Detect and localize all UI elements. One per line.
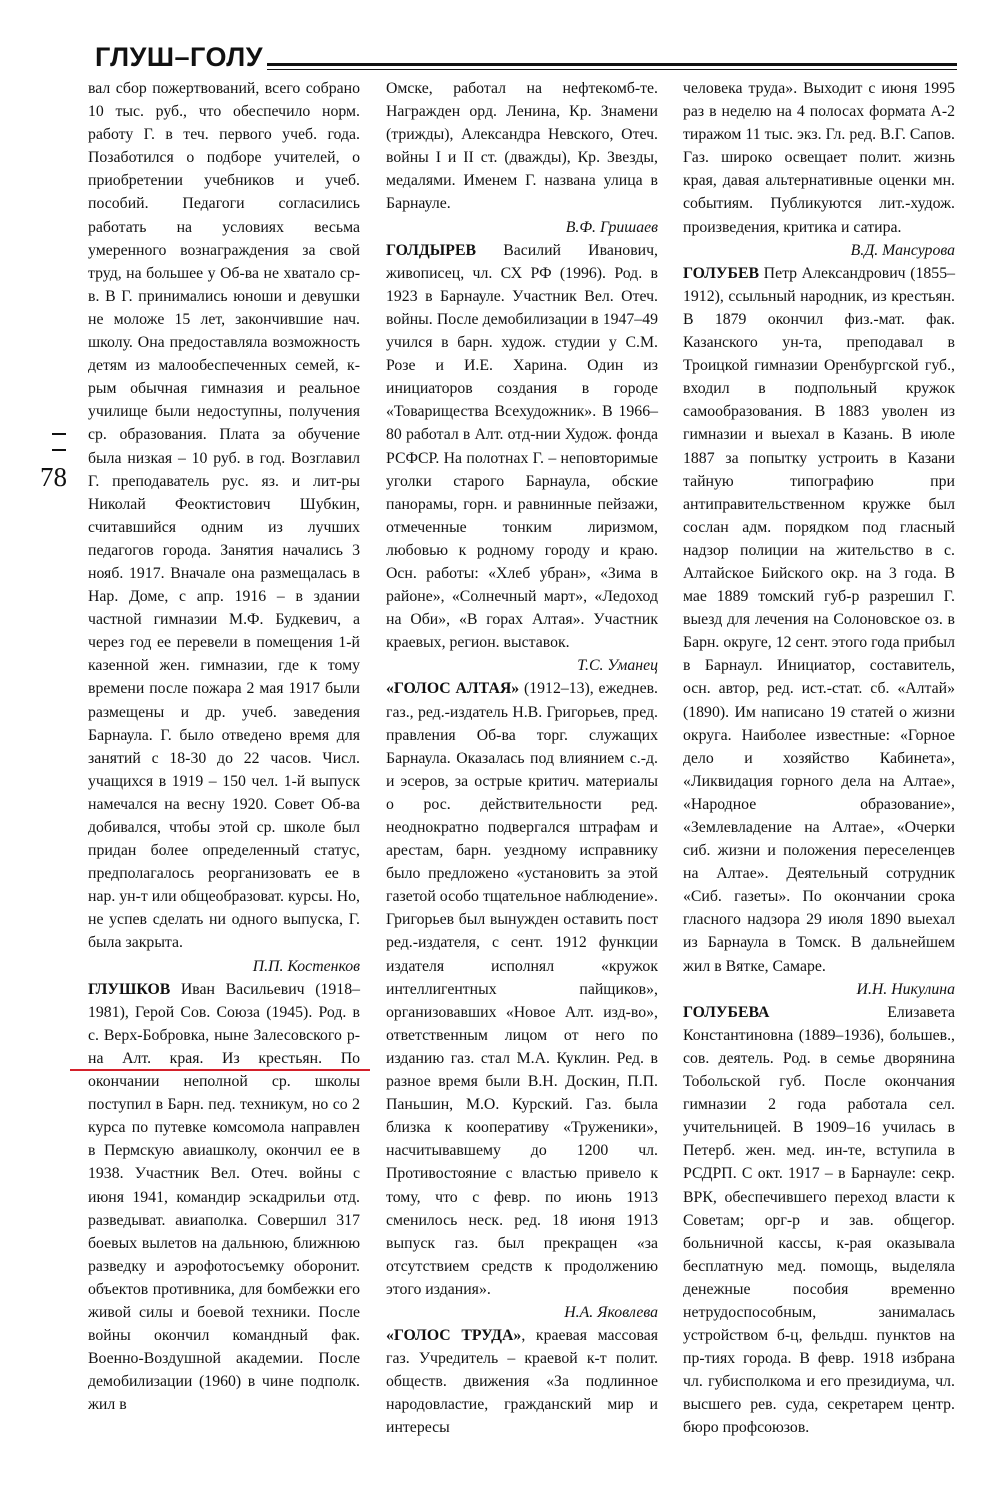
entry-golubeva [683,1001,955,1440]
entry-author: П.П. Костенков [252,957,360,975]
entry-headword: ГЛУШКОВ [88,980,171,998]
entry-glushkov [88,978,360,1417]
entry-text: , краевая массовая газ. Учредитель – краевой к-т полит. обществ. движения «За подлинное народовластие, гражданский мир и интересы [386,1327,658,1437]
running-header [95,42,957,76]
entry-text: человека труда». Выходит с июня 1995 раз в неделю на 4 полосах формата А-2 тиражом 11 тыс. экз. Гл. ред. В.Г. Сапов. Газ. широко освещает полит. жизнь края, давая альтернативные оценки мн. событиям. Публикуются лит.-худож. произведения, критика и сатира. [683,80,955,236]
column-1 [88,77,360,1416]
entry-text: Омске, работал на нефтекомб-те. Награжден орд. Ленина, Кр. Знамени (трижды), Александра Невского, Отеч. войны I и II ст. (дважды), Кр. Звезды, медалями. Именем Г. названа улица в Барнауле. [386,80,658,213]
page-number-rule-bottom [52,449,66,451]
column-3 [683,77,955,1440]
page-number: 78 [40,462,67,492]
entry-golos-altaya [386,677,658,1301]
entry-text: Петр Александрович (1855–1912), ссыльный народник, из крестьян. В 1879 окончил физ.-мат. фак. Казанского ун-та, преподавал в Троицкой гимназии Оренбургской губ., входил в подпольный кружок самообразования. В 1883 уволен из гимназии и выехал в Казань. В июле 1887 за попытку устроить в Казани тайную типографию при антиправительственном кружке был сослан адм. порядком под гласный надзор полиции на жительство в с. Алтайское Бийского окр. на 3 года. В мае 1889 томский губ-р разрешил Г. выезд для лечения на Солоновское оз. в Барн. округе, 12 сент. этого года прибыл в Барнаул. Инициатор, составитель, осн. автор, ред. ист.-стат. сб. «Алтай» (1890). Им написано 19 статей о жизни округа. Наиболее известные: «Горное дело и хозяйство Кабинета», «Ликвидация горного дела на Алтае», «Народное образование», «Землевладение на Алтае», «Очерки сиб. жизни и положения переселенцев на Алтае». Деятельный сотрудник «Сиб. газеты». По окончании срока гласного надзора 29 июля 1890 выехал из Барнаула в Томск. В дальнейшем жил в Вятке, Самаре. [683,264,955,975]
entry-headword: «ГОЛОС АЛТАЯ» [386,680,520,698]
entry-headword: ГОЛДЫРЕВ [386,241,477,259]
entry-author: Т.С. Уманец [577,657,658,675]
header-title: ГЛУШ–ГОЛУ [95,42,267,72]
column-2 [386,77,658,1440]
entry-headword: «ГОЛОС ТРУДА» [386,1327,522,1345]
entry-author: В.Д. Мансурова [850,241,955,259]
entry-text: Елизавета Константиновна (1889–1936), большев., сов. деятель. Род. в семье дворянина Тобольской губ. После окончания гимназии 2 года работала сел. учительницей. В 1909–16 училась в Петерб. жен. мед. ин-те, вступила в РСДРП. С окт. 1917 – в Барнауле: секр. ВРК, обеспечившего переход власти к Советам; орг-р и зав. общегор. больничной кассы, к-рая оказывала бесплатную мед. помощь, выделяла денежные пособия временно нетрудоспособным, занималась устройством б-ц, фельдш. пунктов на пр-тиях города. В февр. 1918 избрана чл. губисполкома и его президиума, чл. высшего рев. суда, секретарем центр. бюро профсоюзов. [683,1003,955,1437]
entry-golos-truda [386,1324,658,1439]
entry-headword: ГОЛУБЕВ [683,264,760,282]
page-number-rule-top [52,433,66,435]
entry-author: В.Ф. Гришаев [565,218,658,236]
entry-goldyrev [386,239,658,655]
entry-text: вал сбор пожертвований, всего собрано 10 тыс. руб., что обеспечило норм. работу Г. в теч. первого учеб. года. Позаботился о подборе учителей, о приобретении учебников и учеб. пособий. Педагоги согласились работать на условиях весьма умеренного вознаграждения за свой труд, на большее у Об-ва не хватало ср-в. В Г. принимались юноши и девушки не моложе 15 лет, закончившие нач. школу. Она предоставляла возможность детям из малообеспеченных семей, к-рым обычная гимназия и реальное училище были недоступны, получения ср. образования. Плата за обучение была низкая – 10 руб. в год. Возглавил Г. преподаватель рус. яз. и лит-ры Николай Феоктистович Шубкин, считавшийся одним из лучших педагогов города. Занятия начались 3 нояб. 1917. Вначале она размещалась в Нар. Доме, с апр. 1916 – в здании частной гимназии М.Ф. Будкевич, а через год ее перевели в помещения 1-й казенной жен. гимназии, где к тому времени после пожара 2 мая 1917 были размещены и др. учеб. заведения Барнаула. Г. было отведено время для занятий с 18-30 до 22 часов. Числ. учащихся в 1919 – 150 чел. 1-й выпуск намечался на весну 1920. Совет Об-ва добивался, чтобы этой ср. школе был придан более определенный статус, предполагалось реорганизовать ее в нар. ун-т или общеобразоват. курсы. Но, не успев сделать ни одного выпуска, Г. была закрыта. [88,80,360,952]
entry-headword: ГОЛУБЕВА [683,1003,770,1021]
entry-golubev [683,262,955,978]
entry-text: Василий Иванович, живописец, чл. СХ РФ (1996). Род. в 1923 в Барнауле. Участник Вел. Отеч. войны. После демобилизации в 1947–49 учился в барн. худож. студии у С.М. Розе и И.Е. Харина. Один из инициаторов создания в городе «Товарищества Всехудожник». В 1966–80 работал в Алт. отд-нии Худож. фонда РСФСР. На полотнах Г. – неповторимые уголки старого Барнаула, обские панорамы, горн. и равнинные пейзажи, отмеченные тонким лиризмом, любовью к родному городу и краю. Осн. работы: «Хлеб убран», «Зима в районе», «Солнечный март», «Ледоход на Оби», «В горах Алтая». Участник краевых, регион. выставок. [386,241,658,652]
entry-text: Иван Васильевич (1918–1981), Герой Сов. Союза (1945). Род. в с. Верх-Бобровка, ныне Залесовского р-на Алт. края. Из крестьян. По окончании неполной ср. школы поступил в Барн. пед. техникум, но со 2 курса по путевке комсомола направлен в Пермскую авиашколу, окончил ее в 1938. Участник Вел. Отеч. войны с июня 1941, командир эскадрильи отд. разведыват. авиаполка. Совершил 317 боевых вылетов на дальнюю, ближнюю разведку и аэрофотосъемку оборонит. объектов противника, для бомбежки его живой силы и боевой техники. После войны окончил командный фак. Военно-Воздушной академии. После демобилизации (1960) в чине подполк. жил в [88,980,360,1414]
entry-author: И.Н. Никулина [856,980,955,998]
entry-text: (1912–13), ежеднев. газ., ред.-издатель Н.В. Григорьев, пред. правления Об-ва торг. служащих Барнаула. Оказалась под влиянием с.-д. и эсеров, за острые критич. материалы о рос. действительности ред. неоднократно подвергался штрафам и арестам, барн. уездному исправнику было предложено «установить за этой газетой особо тщательное наблюдение». Григорьев был вынужден оставить пост ред.-издателя, с сент. 1912 функции издателя исполнял «кружок интеллигентных пайщиков», организовавших «Новое Алт. изд-во», ответственным лицом от него по изданию газ. стал М.А. Куклин. Ред. в разное время были В.Н. Доскин, П.П. Паньшин, М.О. Курский. Газ. была близка к кооперативу «Труженики», насчитывавшему до 1200 чл. Противостояние с властью привело к тому, что с февр. по июнь 1913 сменилось неск. ред. 18 июня 1913 выпуск газ. был прекращен «за отсутствием средств к продолжению этого издания». [386,680,658,1298]
entry-author: Н.А. Яковлева [564,1303,658,1321]
red-underline-mark [70,1069,370,1071]
